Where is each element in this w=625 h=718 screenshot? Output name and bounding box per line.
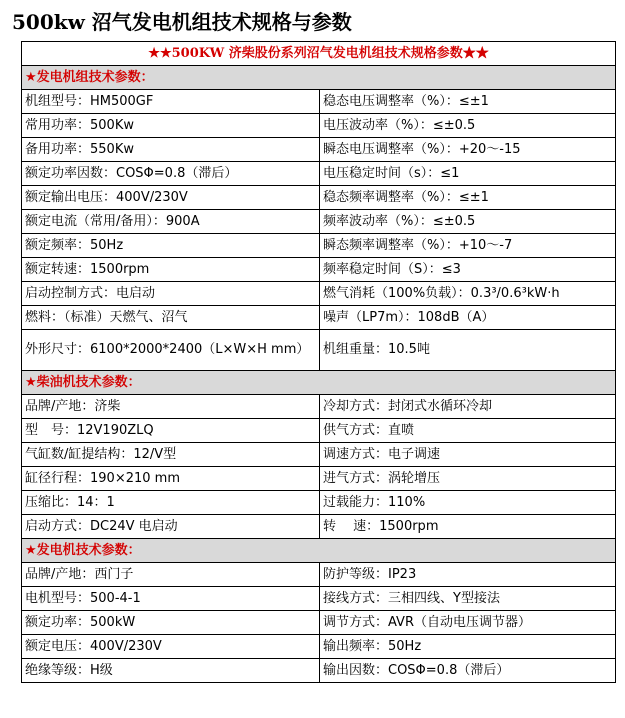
section-heading: ★柴油机技术参数： xyxy=(22,371,616,395)
spec-cell-right: 瞬态电压调整率（%）：+20～-15 xyxy=(320,138,616,162)
table-row xyxy=(22,515,616,539)
section-header-row xyxy=(22,66,616,90)
spec-table xyxy=(21,41,616,683)
spec-cell-left: 额定电压：400V/230V xyxy=(22,635,320,659)
spec-cell-left: 常用功率：500Kw xyxy=(22,114,320,138)
spec-cell-left: 电机型号：500-4-1 xyxy=(22,587,320,611)
spec-cell-right: 接线方式：三相四线、Y型接法 xyxy=(320,587,616,611)
spec-cell-left: 备用功率：550Kw xyxy=(22,138,320,162)
table-row xyxy=(22,186,616,210)
spec-cell-right: 调节方式：AVR（自动电压调节器） xyxy=(320,611,616,635)
table-row xyxy=(22,659,616,683)
table-row xyxy=(22,234,616,258)
spec-cell-right: 频率稳定时间（S）：≤3 xyxy=(320,258,616,282)
spec-cell-right: 过载能力：110% xyxy=(320,491,616,515)
table-row xyxy=(22,162,616,186)
table-row xyxy=(22,635,616,659)
table-row xyxy=(22,611,616,635)
spec-cell-right: 瞬态频率调整率（%）：+10～-7 xyxy=(320,234,616,258)
spec-cell-right: 频率波动率（%）：≤±0.5 xyxy=(320,210,616,234)
section-heading: ★发电机技术参数： xyxy=(22,539,616,563)
spec-cell-right: 电压稳定时间（s）：≤1 xyxy=(320,162,616,186)
spec-cell-right: 输出因数：COSΦ=0.8（滞后） xyxy=(320,659,616,683)
spec-cell-right: 进气方式：涡轮增压 xyxy=(320,467,616,491)
spec-table-body xyxy=(22,42,616,683)
table-row xyxy=(22,491,616,515)
spec-cell-left: 压缩比：14：1 xyxy=(22,491,320,515)
spec-cell-left: 额定频率：50Hz xyxy=(22,234,320,258)
spec-cell-left: 燃料：（标准）天燃气、沼气 xyxy=(22,306,320,330)
spec-cell-right: 供气方式：直喷 xyxy=(320,419,616,443)
table-row xyxy=(22,258,616,282)
table-row xyxy=(22,587,616,611)
spec-cell-right: 噪声（LP7m）：108dB（A） xyxy=(320,306,616,330)
spec-cell-right: 电压波动率（%）：≤±0.5 xyxy=(320,114,616,138)
spec-cell-right: 燃气消耗（100%负载）：0.3³/0.6³kW·h xyxy=(320,282,616,306)
spec-cell-left: 额定功率因数：COSΦ=0.8（滞后） xyxy=(22,162,320,186)
spec-cell-left: 额定输出电压：400V/230V xyxy=(22,186,320,210)
spec-cell-left: 品牌/产地：西门子 xyxy=(22,563,320,587)
spec-cell-left: 气缸数/缸提结构：12/V型 xyxy=(22,443,320,467)
spec-cell-right: 稳态电压调整率（%）：≤±1 xyxy=(320,90,616,114)
spec-cell-left: 绝缘等级：H级 xyxy=(22,659,320,683)
table-row xyxy=(22,395,616,419)
spec-cell-left: 额定电流（常用/备用）：900A xyxy=(22,210,320,234)
table-row xyxy=(22,467,616,491)
spec-cell-left: 启动方式：DC24V 电启动 xyxy=(22,515,320,539)
table-row xyxy=(22,563,616,587)
table-banner: ★★500KW 济柴股份系列沼气发电机组技术规格参数★★ xyxy=(22,42,616,66)
spec-cell-left: 机组型号：HM500GF xyxy=(22,90,320,114)
section-heading: ★发电机组技术参数： xyxy=(22,66,616,90)
table-row xyxy=(22,282,616,306)
spec-cell-left: 额定功率：500kW xyxy=(22,611,320,635)
spec-cell-right: 输出频率：50Hz xyxy=(320,635,616,659)
spec-cell-left: 型 号：12V190ZLQ xyxy=(22,419,320,443)
spec-cell-left: 缸径行程：190×210 mm xyxy=(22,467,320,491)
spec-cell-left: 外形尺寸：6100*2000*2400（L×W×H mm） xyxy=(22,330,320,371)
spec-cell-left: 额定转速：1500rpm xyxy=(22,258,320,282)
spec-cell-right: 冷却方式：封闭式水循环冷却 xyxy=(320,395,616,419)
spec-cell-left: 启动控制方式：电启动 xyxy=(22,282,320,306)
table-row xyxy=(22,138,616,162)
section-header-row xyxy=(22,371,616,395)
table-row xyxy=(22,114,616,138)
banner-row xyxy=(22,42,616,66)
spec-cell-right: 稳态频率调整率（%）：≤±1 xyxy=(320,186,616,210)
table-row xyxy=(22,210,616,234)
table-row xyxy=(22,443,616,467)
table-row xyxy=(22,330,616,371)
spec-cell-right: 转 速：1500rpm xyxy=(320,515,616,539)
spec-cell-left: 品牌/产地：济柴 xyxy=(22,395,320,419)
spec-cell-right: 防护等级：IP23 xyxy=(320,563,616,587)
page-title: 500kw 沼气发电机组技术规格与参数 xyxy=(12,10,352,34)
spec-cell-right: 机组重量：10.5吨 xyxy=(320,330,616,371)
table-row xyxy=(22,90,616,114)
section-header-row xyxy=(22,539,616,563)
spec-cell-right: 调速方式：电子调速 xyxy=(320,443,616,467)
table-row xyxy=(22,306,616,330)
table-row xyxy=(22,419,616,443)
